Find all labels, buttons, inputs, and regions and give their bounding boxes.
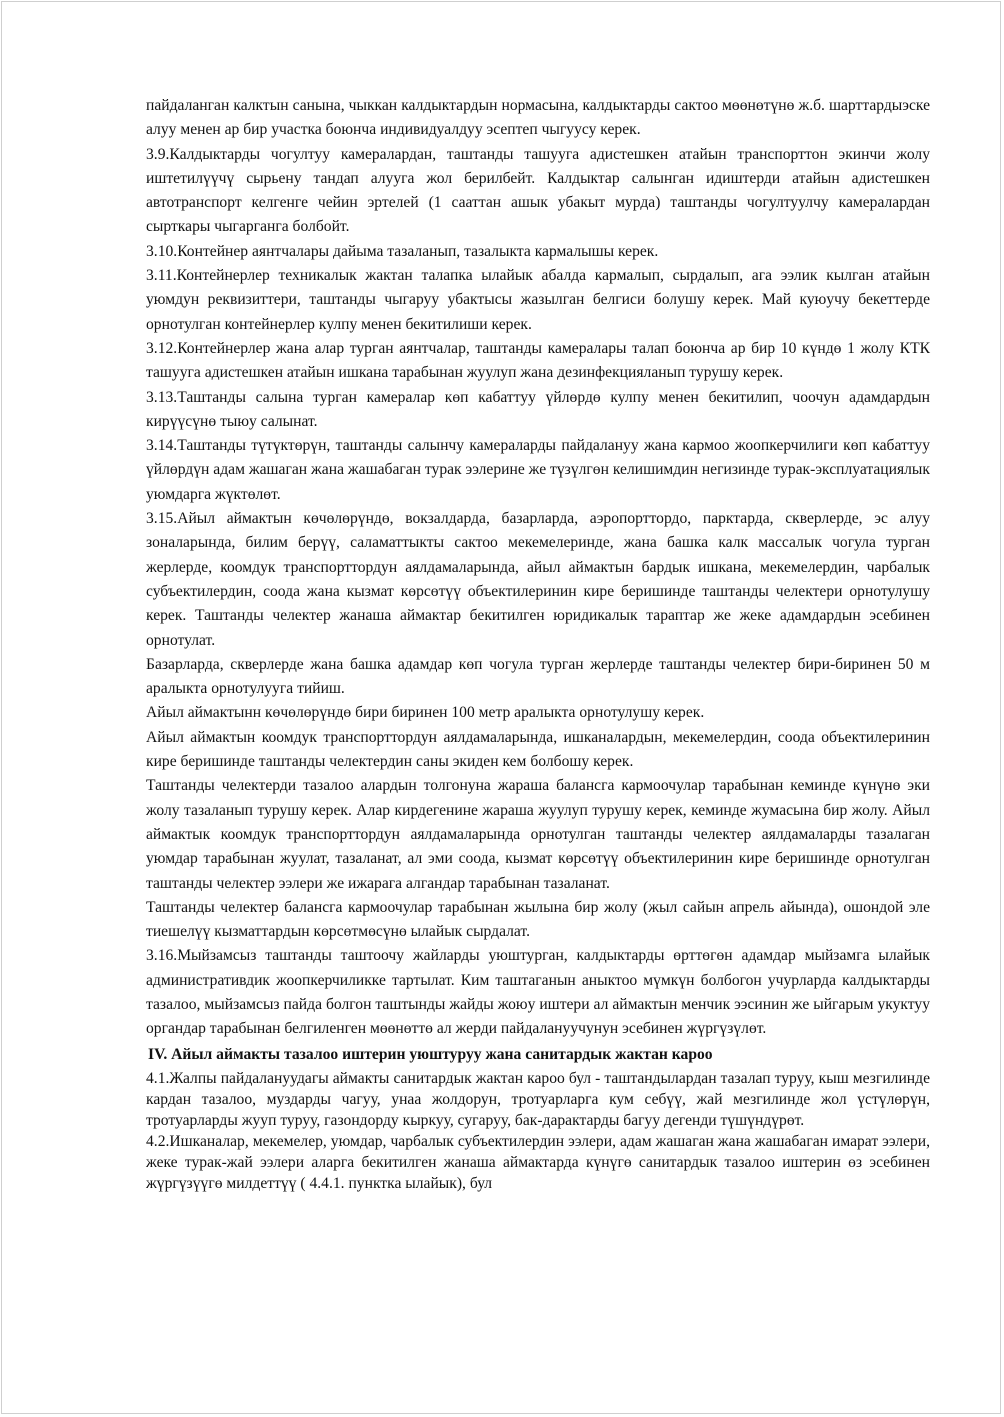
paragraph-markets: Базарларда, скверлерде жана башка адамдар көп чогула турган жерлерде таштанды челектер бири-биринен 50 м аралыкта орнотулууга тийиш. <box>146 655 930 698</box>
section-heading: IV. Айыл аймакты тазалоо иштерин уюштуруу жана санитардык жактан кароо <box>148 1045 713 1063</box>
paragraph-continuation: пайдаланган калктын санына, чыккан калдыктардын нормасына, калдыктарды сактоо мөөнөтүнө ж.б. шарттардыэске алуу менен ар бир участка боюнча индивидуалдуу эсептеп чыгуусу керек. <box>146 97 930 139</box>
paragraph-cleaning: Таштанды челектерди тазалоо алардын толгонуна жараша балансга кармоочулар тарабынан кеминде күнүнө эки жолу тазаланып турушу керек. Алар кирдегенине жараша жуулуп турушу керек, кеминде жумасына бир жолу. Айыл аймактык коомдук транспорттордун аялдамаларында орнотулган таштанды челектер аялдамаларды тазалаган уюмдар тарабынан жуулат, тазаланат, ал эми соода, кызмат көрсөтүү объектилеринин кире беришинде орнотулган таштанды челектер ээлери же ижарага алгандар тарабынан тазаланат. <box>146 777 930 892</box>
paragraph-3-9: 3.9.Калдыктарды чогултуу камералардан, таштанды ташууга адистешкен атайын транспорттон экинчи жолу иштетилүүчү сырьену тандап алууга жол берилбейт. Калдыктар салынган идиштерди атайын адистешкен автотранспорт келгенге чейин эртелей (1 сааттан ашык убакыт мурда) таштанды чогултуулчу камералардан сырткары чыгарганга болбойт. <box>146 145 930 236</box>
paragraph-painting: Таштанды челектер балансга кармоочулар тарабынан жылына бир жолу (жыл сайын апрель айында), ошондой эле тиешелүү кызматтардын көрсөтмөсүнө ылайык сырдалат. <box>146 898 930 941</box>
paragraph-3-15: 3.15.Айыл аймактын көчөлөрүндө, вокзалдарда, базарларда, аэропорттордо, парктарда, скверлерде, эс алуу зоналарында, билим берүү, саламаттыкты сактоо мекемелеринде, жана башка калк массалык чогула турган жерлерде, коомдук транспорттордун аялдамаларында, айыл аймактын бардык ишкана, мекемелердин, чарбалык субъектилердин, соода жана кызмат көрсөтүү объектилеринин кире беришинде таштанды челектери орнотулушу керек. Таштанды челектер жанаша аймактар бекитилген юридикалык тараптар же жеке адамдардын эсебинен орнотулат. <box>146 510 930 649</box>
paragraph-3-13: 3.13.Таштанды салына турган камералар көп кабаттуу үйлөрдө кулпу менен бекитилип, чоочун адамдардын кирүүсүнө тыюу салынат. <box>146 388 930 430</box>
paragraph-3-11: 3.11.Контейнерлер техникалык жактан талапка ылайык абалда кармалып, сырдалып, ага ээлик кылган атайын уюмдун реквизиттери, таштанды чыгаруу убактысы жазылган белгиси болушу керек. Май куюучу бекеттерде орнотулган контейнерлер кулпу менен бекитилиши керек. <box>146 267 930 333</box>
paragraph-stops: Айыл аймактын коомдук транспорттордун аялдамаларында, ишканалардын, мекемелердин, соода объектилеринин кире беришинде таштанды челектердин саны экиден кем болбошу керек. <box>146 728 930 771</box>
paragraph-4-1: 4.1.Жалпы пайдалануудагы аймакты санитардык жактан кароо бул - таштандылардан тазалап туруу, кыш мезгилинде кардан тазалоо, муздарды чагуу, унаа жолдорун, тротуарларга кум себүү, жай мезгилинде жол үстүлөрүн, тротуарларды жууп туруу, газондорду кыркуу, сугаруу, бак-дарактарды багуу дегенди түшүндүрөт. <box>146 1069 930 1129</box>
paragraph-4-2: 4.2.Ишканалар, мекемелер, уюмдар, чарбалык субъектилердин ээлери, адам жашаган жана жашабаган имарат ээлери, жеке турак-жай ээлери аларга бекитилген жанаша аймактарда күнүгө санитардык тазалоо иштерин өз эсебинен жүргүзүүгө милдеттүү ( 4.4.1. пунктка ылайык), бул <box>146 1132 930 1192</box>
paragraph-3-14: 3.14.Таштанды түтүктөрүн, таштанды салынчу камераларды пайдалануу жана кармоо жоопкерчилиги көп кабаттуу үйлөрдүн адам жашаган жана жашабаган турак ээлерине же түзүлгөн келишимдин негизинде турак-эксплуатациялык уюмдарга жүктөлөт. <box>146 437 930 503</box>
paragraph-streets: Айыл аймактынн көчөлөрүндө бири биринен 100 метр аралыкта орнотулушу керек. <box>146 704 705 722</box>
paragraph-3-16: 3.16.Мыйзамсыз таштанды таштоочу жайларды уюштурган, калдыктарды өрттөгөн адамдар мыйзамга ылайык административдик жоопкерчиликке тартылат. Ким таштаганын аныктоо мүмкүн болбогон учурларда калдыктарды тазалоо, мыйзамсыз пайда болгон таштынды жайды жоюу иштери ал аймактын менчик ээсинин же ыйгарым укуктуу органдар тарабынан белгиленген мөөнөттө ал жерди пайдалануучунун эсебинен жүргүзүлөт. <box>146 947 930 1038</box>
document-body <box>146 94 930 1194</box>
paragraph-3-10: 3.10.Контейнер аянтчалары дайыма тазаланып, тазалыкта кармалышы керек. <box>146 242 659 260</box>
paragraph-3-12: 3.12.Контейнерлер жана алар турган аянтчалар, таштанды камералары талап боюнча ар бир 10 күндө 1 жолу КТК ташууга адистешкен атайын ишкана тарабынан жуулуп жана дезинфекцияланып турушу керек. <box>146 339 930 382</box>
